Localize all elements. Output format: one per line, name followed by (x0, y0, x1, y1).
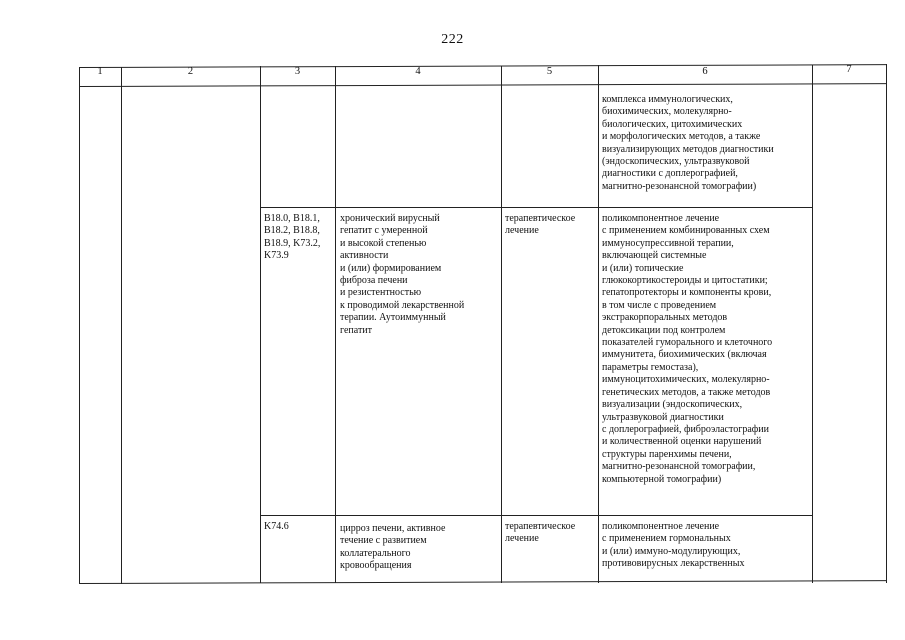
col-border-5 (598, 65, 599, 583)
col-border-1 (121, 67, 122, 584)
col-border-7 (886, 64, 887, 583)
row-divider-b (260, 207, 813, 208)
block-c-icd-codes: K74.6 (264, 521, 289, 532)
column-header-2: 2 (187, 66, 194, 77)
block-b-diagnosis: хронический вирусный гепатит с умеренной и высокой степенью активности и (или) формированием фиброза печени и резистентностью к проводимой лекарственной терапии. Аутоиммунный гепатит (340, 213, 465, 336)
col-border-0 (79, 67, 80, 584)
block-c-treatment-type: терапевтическое лечение (505, 521, 576, 545)
column-header-3: 3 (294, 66, 301, 77)
block-b-treatment-type: терапевтическое лечение (505, 213, 576, 237)
block-b-treatment-method: поликомпонентное лечение с применением комбинированных схем иммуносупрессивной терапии, включающей системные и (или) топические глюкокортикостероиды и цитостатики; гепатопротекторы и компоненты крови, в том числе с проведением экстракорпоральных методов детоксикации под контролем показателей гуморального и клеточного иммунитета, биохимических (включая параметры гемостаза), иммуноцитохимических, молекулярно- генетических методов, а также методов визуализации (эндоскопических, ультразвуковой диагностики с доплерографией, фиброэластографии и количественной оценки нарушений структуры паренхимы печени, магнитно-резонансной томографии, компьютерной томографии) (602, 213, 773, 485)
page-number: 222 (441, 32, 464, 47)
block-a-methods: комплекса иммунологических, биохимических, молекулярно- биологических, цитохимических и морфологических методов, а также визуализирующих методов диагностики (эндоскопических, ультразвуковой диагностики с доплерографией, магнитно-резонансной томографии) (602, 94, 774, 192)
column-header-4: 4 (415, 66, 421, 77)
header-bottom-border (79, 83, 887, 87)
column-header-5: 5 (546, 66, 553, 77)
col-border-2 (260, 66, 261, 583)
column-header-1: 1 (97, 66, 103, 77)
column-header-7: 7 (846, 64, 852, 75)
block-c-treatment-method: поликомпонентное лечение с применением гормональных и (или) иммуно-модулирующих, противовирусных лекарственных (602, 521, 745, 570)
col-border-3 (335, 66, 336, 583)
block-b-icd-codes: B18.0, B18.1, B18.2, B18.8, B18.9, K73.2, K73.9 (264, 213, 321, 262)
block-c-diagnosis: цирроз печени, активное течение с развитием коллатерального кровообращения (340, 523, 446, 572)
column-header-6: 6 (702, 66, 708, 77)
table-bottom-border (79, 580, 887, 584)
row-divider-c (260, 515, 813, 516)
